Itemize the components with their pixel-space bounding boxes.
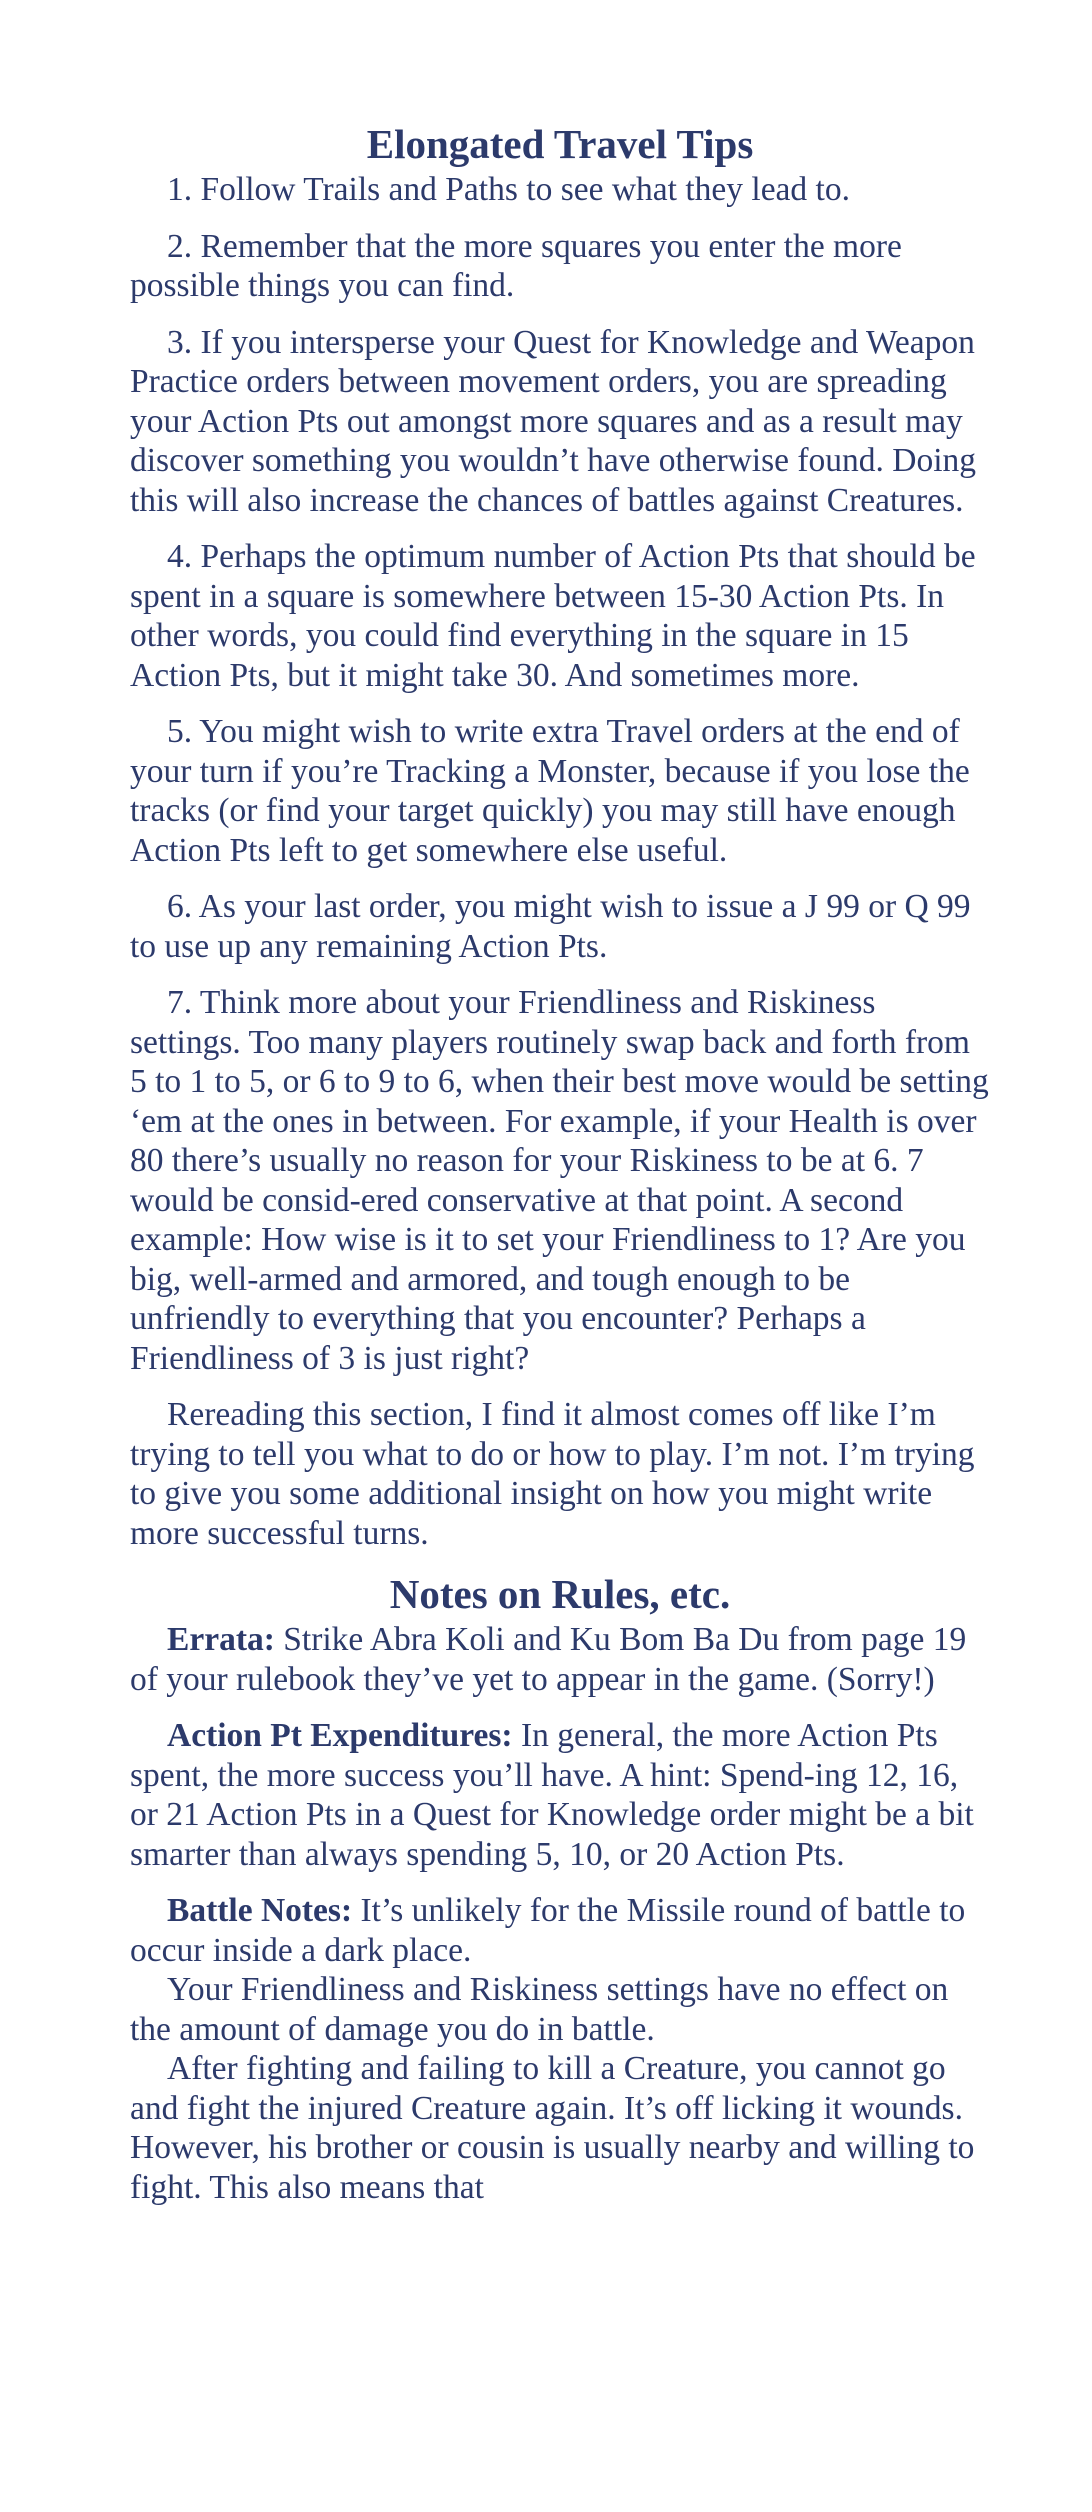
travel-tip-3: 3. If you intersperse your Quest for Knowledge and Weapon Practice orders between movement orders, you are spreading your Action Pts out amongst more squares and as a result may discover something you wouldn’t have otherwise found. Doing this will also increase the chances of battles against Creatures.	[130, 323, 977, 519]
battle-notes-label: Battle Notes:	[167, 1892, 353, 1929]
action-pt-paragraph	[130, 1716, 990, 1874]
battle-notes-paragraph	[130, 1891, 990, 1970]
battle-note-settings: Your Friendliness and Riskiness settings have no effect on the amount of damage you do in battle.	[130, 1971, 949, 2048]
travel-tip-5: 5. You might wish to write extra Travel orders at the end of your turn if you’re Tracking a Monster, because if you lose the tracks (or find your target quickly) you may still have enough Action Pts left to get somewhere else useful.	[130, 713, 970, 869]
travel-tip-6: 6. As your last order, you might wish to issue a J 99 or Q 99 to use up any remaining Action Pts.	[130, 888, 971, 965]
errata-paragraph	[130, 1620, 990, 1699]
document-page	[130, 120, 990, 2207]
travel-tip-1: 1. Follow Trails and Paths to see what they lead to.	[167, 171, 850, 208]
errata-text: Strike Abra Koli and Ku Bom Ba Du from page 19 of your rulebook they’ve yet to appear in the game. (Sorry!)	[130, 1621, 967, 1698]
battle-notes-text: It’s unlikely for the Missile round of battle to occur inside a dark place.	[130, 1892, 966, 1969]
travel-tip-2: 2. Remember that the more squares you enter the more possible things you can find.	[130, 227, 902, 304]
section-title-travel-tips: Elongated Travel Tips	[366, 121, 754, 167]
errata-label: Errata:	[167, 1621, 275, 1658]
travel-tips-closing: Rereading this section, I find it almost comes off like I’m trying to tell you what to do or how to play. I’m not. I’m trying to give you some additional insight on how you might write more successful turns.	[130, 1396, 975, 1552]
travel-tip-4: 4. Perhaps the optimum number of Action Pts that should be spent in a square is somewhere between 15-30 Action Pts. In other words, you could find everything in the square in 15 Action Pts, but it might take 30. And sometimes more.	[130, 538, 976, 694]
battle-note-injured-creature: After fighting and failing to kill a Creature, you cannot go and fight the injured Creature again. It’s off licking it wounds. However, his brother or cousin is usually nearby and willing to fight. This also means that	[130, 2050, 975, 2206]
action-pt-text: In general, the more Action Pts spent, the more success you’ll have. A hint: Spend-ing 12, 16, or 21 Action Pts in a Quest for Knowledge order might be a bit smarter than always spending 5, 10, or 20 Action Pts.	[130, 1717, 974, 1873]
section-title-rules-notes: Notes on Rules, etc.	[389, 1571, 731, 1617]
travel-tip-7: 7. Think more about your Friendliness and Riskiness settings. Too many players routinely swap back and forth from 5 to 1 to 5, or 6 to 9 to 6, when their best move would be setting ‘em at the ones in between. For example, if your Health is over 80 there’s usually no reason for your Riskiness to be at 6. 7 would be consid-ered conservative at that point. A second example: How wise is it to set your Friendliness to 1? Are you big, well-armed and armored, and tough enough to be unfriendly to everything that you encounter? Perhaps a Friendliness of 3 is just right?	[130, 984, 989, 1377]
action-pt-label: Action Pt Expenditures:	[167, 1717, 513, 1754]
